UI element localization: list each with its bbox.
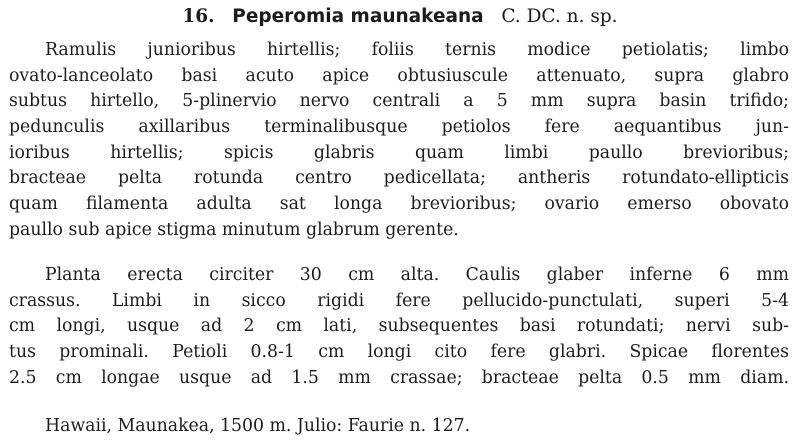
diagnosis-line: pedunculis axillaribus terminalibusque petiolos fere aequantibus jun-: [9, 117, 789, 138]
species-name: Peperomia maunakeana: [232, 6, 484, 27]
diagnosis-line: paullo sub apice stigma minutum glabrum gerente.: [9, 219, 459, 240]
diagnosis-line: Ramulis junioribus hirtellis; foliis ternis modice petiolatis; limbo: [45, 40, 789, 60]
diagnosis-line: quam filamenta adulta sat longa brevioribus; ovario emerso obovato: [9, 194, 789, 215]
diagnosis-paragraph: [9, 38, 789, 244]
diagnosis-line: bracteae pelta rotunda centro pedicellata; antheris rotundato-ellipticis: [9, 168, 789, 189]
description-line: Planta erecta circiter 30 cm alta. Caulis glaber inferne 6 mm: [45, 265, 789, 285]
diagnosis-line: ioribus hirtellis; spicis glabris quam limbi paullo brevioribus;: [9, 142, 789, 163]
species-number: 16.: [182, 6, 215, 27]
species-heading: [0, 5, 800, 29]
species-author: C. DC. n. sp.: [501, 6, 618, 27]
description-paragraph: [9, 263, 789, 391]
diagnosis-line: ovato-lanceolato basi acuto apice obtusiuscule attenuato, supra glabro: [9, 65, 789, 86]
description-line: crassus. Limbi in sicco rigidi fere pellucido-punctulati, superi 5-4: [9, 290, 789, 311]
diagnosis-line: subtus hirtello, 5-plinervio nervo centrali a 5 mm supra basin trifido;: [9, 91, 789, 112]
locality-line: Hawaii, Maunakea, 1500 m. Julio: Faurie n. 127.: [45, 416, 471, 436]
description-line: cm longi, usque ad 2 cm lati, subsequentes basi rotundati; nervi sub-: [9, 316, 789, 337]
description-line: tus prominali. Petioli 0.8-1 cm longi cito fere glabri. Spicae florentes: [9, 342, 789, 363]
description-line: 2.5 cm longae usque ad 1.5 mm crassae; bracteae pelta 0.5 mm diam.: [9, 367, 789, 388]
